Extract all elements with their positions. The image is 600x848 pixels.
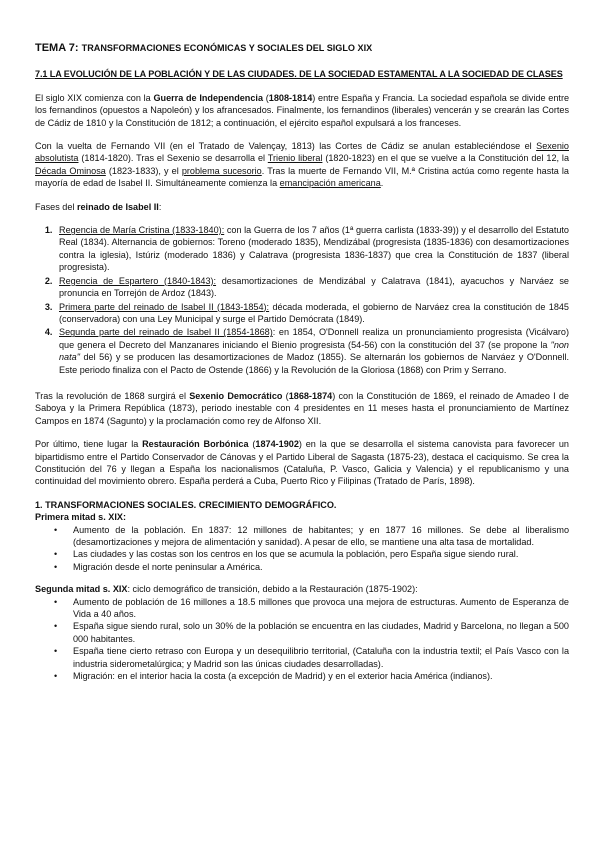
first-half-list <box>35 524 569 574</box>
paragraph-fernando: Con la vuelta de Fernando VII (en el Tratado de Valençay, 1813) las Cortes de Cádiz se anulan estableciéndose el Sexenio absolutista (1814-1820). Tras el Sexenio se desarrolla el Trienio liberal (1820-1823) en el que se vuelve a la Constitución del 12, la Década Ominosa (1823-1833), y el problema sucesorio. Tras la muerte de Fernando VII, M.ª Cristina actúa como regente hasta la mayoría de edad de Isabel II. Simultáneamente comienza la emancipación americana. <box>35 141 570 189</box>
section-heading: 1. TRANSFORMACIONES SOCIALES. CRECIMIENTO DEMOGRÁFICO. <box>35 499 337 510</box>
second-half-heading: Segunda mitad s. XIX: ciclo demográfico de transición, debido a la Restauración (1875-1902): <box>35 584 418 595</box>
section-subtitle: 7.1 LA EVOLUCIÓN DE LA POBLACIÓN Y DE LAS CIUDADES. DE LA SOCIEDAD ESTAMENTAL A LA SOCIEDAD DE CLASES <box>35 69 563 80</box>
paragraph-independence: El siglo XIX comienza con la Guerra de Independencia (1808-1814) entre España y Francia. La sociedad española se divide entre los fernandinos (opuestos a Napoleón) y los afrancesados. Finalmente, los fernandinos (liberales) vencerán y se crearán las Cortes de Cádiz de 1810 y la Constitución de 1812; a continuación, el ejército español expulsará a los franceses. <box>35 92 570 128</box>
list-item: • España tiene cierto retraso con Europa y un desequilibrio territorial, (Cataluña con la industria textil; el País Vasco con la industria siderometalúrgica; y Madrid son las únicas ciudades desarrolladas). <box>54 646 569 669</box>
list-item: • Aumento de población de 16 millones a 18.5 millones que provoca una mejora de estructuras. Aumento de Esperanza de Vida a 40 años. <box>54 596 569 620</box>
list-item: 3. Primera parte del reinado de Isabel II (1843-1854): década moderada, el gobierno de Narváez crea la constitución de 1845 (conservadora) con una Ley Municipal y surge el Partido Demócrata (1849). <box>55 301 569 326</box>
bullet-icon: • <box>54 621 58 632</box>
bullet-icon: • <box>54 549 58 560</box>
list-item: 1. Regencia de María Cristina (1833-1840): con la Guerra de los 7 años (1ª guerra carlista (1833-39)) y el desarrollo del Estatuto Real (1834). Alternancia de gobiernos: Toreno (moderado 1835), Mendizábal (progresista (1835-1836) con desamortizaciones contra la iglesia), Istúriz (moderado 1836) y Calatrava (progresista 1836-1837) que crea la Constitución de 1837 (liberal progresista). <box>55 224 569 274</box>
first-half-heading: Primera mitad s. XIX: <box>35 512 126 523</box>
list-item: • Aumento de la población. En 1837: 12 millones de habitantes; y en 1877 16 millones. Se debe al liberalismo (desamortizaciones y mejora de alimentación y sanidad). A pesar de ello, se mantiene una alta tasa de mortalidad. <box>54 524 569 547</box>
paragraph-sexenio: Tras la revolución de 1868 surgirá el Sexenio Democrático (1868-1874) con la Constitución de 1869, el reinado de Amadeo I de Saboya y la Primera República (1873), periodo inestable con 4 presidentes en 11 meses hasta el pronunciamiento de Martínez Campos en 1874 (Sagunto) y la proclamación como rey de Alfonso XII. <box>35 390 569 426</box>
page-title: TEMA 7: TRANSFORMACIONES ECONÓMICAS Y SOCIALES DEL SIGLO XIX <box>35 42 373 54</box>
document-page <box>35 42 569 692</box>
paragraph-restauracion: Por último, tiene lugar la Restauración Borbónica (1874-1902) en la que se desarrolla el sistema canovista para favorecer un bipartidismo entre el Partido Conservador de Cánovas y el Partido Liberal de Sagasta (1875-23), destaca el caciquismo. Se crea la Constitución del 76 y llegan a España los nacionalismos (Cataluña, P. Vasco, Galicia y Valencia) y el republicanismo y una continuidad del movimiento obrero. España perderá a Cuba, Puerto Rico y Filipinas (Tratado de París, 1898). <box>35 439 569 487</box>
phases-list <box>35 224 569 376</box>
second-half-list <box>35 596 569 683</box>
list-item: 4. Segunda parte del reinado de Isabel II (1854-1868): en 1854, O'Donnell realiza un pronunciamiento progresista (Vicálvaro) que genera el Decreto del Manzanares iniciando el Bienio progresista (54-56) con la constitución del 37 (se propone la "non nata" del 56) y se producen las desamortizaciones de Madoz (1855). Se alternarán los gobiernos de Narváez y O'Donnell. Este periodo finaliza con el Pacto de Ostende (1866) y la Revolución de la Gloriosa (1868) con Prim y Serrano. <box>55 326 569 376</box>
list-item: • Migración: en el interior hacia la costa (a excepción de Madrid) y en el exterior hacia América (indianos). <box>54 671 493 682</box>
bullet-icon: • <box>54 646 58 657</box>
bullet-icon: • <box>54 524 58 535</box>
list-item: 2. Regencia de Espartero (1840-1843): desamortizaciones de Mendizábal y Calatrava (1841), ayacuchos y Narváez se pronuncia en Torrejón de Ardoz (1843). <box>55 275 569 300</box>
bullet-icon: • <box>54 671 58 682</box>
list-item: • Migración desde el norte peninsular a América. <box>54 561 263 572</box>
list-item: • Las ciudades y las costas son los centros en los que se acumula la población, pero España sigue siendo rural. <box>54 549 519 560</box>
phases-heading: Fases del reinado de Isabel II: <box>35 201 162 212</box>
bullet-icon: • <box>54 561 58 572</box>
bullet-icon: • <box>54 596 58 607</box>
list-item: • España sigue siendo rural, solo un 30% de la población se encuentra en las ciudades, Madrid y Barcelona, no llegan a 500 000 habitantes. <box>54 621 569 644</box>
